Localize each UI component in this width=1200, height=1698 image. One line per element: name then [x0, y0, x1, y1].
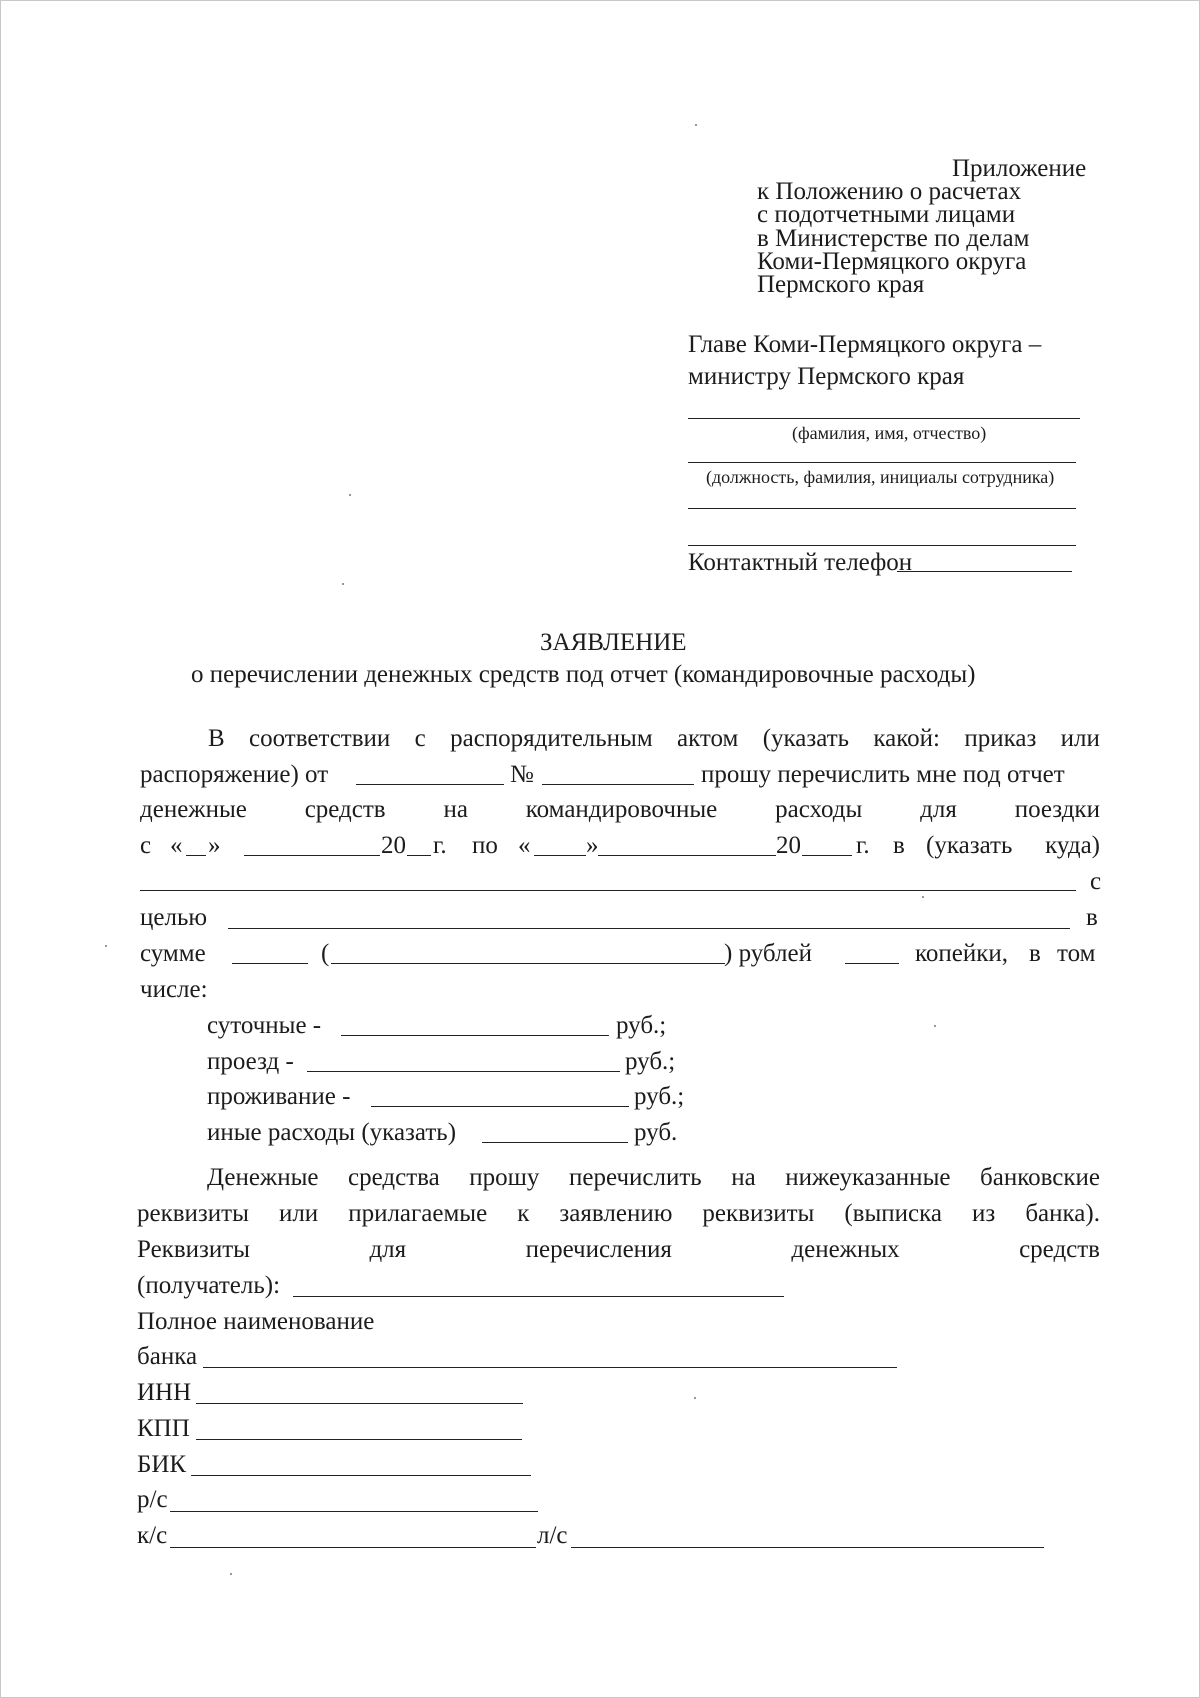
word: для: [369, 1236, 407, 1263]
addressee-line: министру Пермского края: [688, 363, 965, 390]
word: куда): [1045, 832, 1100, 859]
sum-digits-field[interactable]: [232, 963, 308, 964]
year-abbr: г.: [433, 832, 447, 859]
word: соответствии: [249, 725, 391, 752]
word: на: [731, 1164, 756, 1191]
p1-line1: [208, 726, 1100, 751]
contact-phone-line[interactable]: [897, 571, 1072, 572]
word: на: [443, 796, 468, 823]
act-number-sign: №: [510, 761, 534, 788]
document-title: ЗАЯВЛЕНИЕ: [540, 629, 687, 656]
ks-field[interactable]: [170, 1547, 536, 1548]
fio-hint: (фамилия, имя, отчество): [792, 423, 987, 443]
scan-speck: [934, 1025, 936, 1027]
kopecks-text: копейки,: [915, 940, 1009, 967]
kopecks-field[interactable]: [845, 963, 899, 964]
bank-label: банка: [137, 1343, 198, 1370]
quote-close: »: [208, 832, 221, 859]
year-abbr: г.: [856, 832, 870, 859]
date-from-day-field[interactable]: [186, 855, 206, 856]
word: В: [208, 725, 225, 752]
per-diem-field[interactable]: [341, 1035, 609, 1036]
with-word: с: [1090, 868, 1102, 895]
date-to-day-field[interactable]: [534, 855, 586, 856]
word: реквизиты: [137, 1200, 249, 1227]
kpp-label: КПП: [137, 1415, 190, 1442]
other-expenses-label: иные расходы (указать): [207, 1119, 457, 1146]
date-from-month-field[interactable]: [244, 855, 380, 856]
purpose-field[interactable]: [228, 928, 1070, 929]
word: денежных: [791, 1236, 900, 1263]
rub-unit: руб.: [634, 1119, 678, 1146]
bank-name-field[interactable]: [203, 1367, 897, 1368]
date-to-prefix: по: [472, 832, 498, 859]
word: или: [278, 1200, 319, 1227]
p2-line1: [207, 1165, 1100, 1190]
date-to-year-field[interactable]: [802, 855, 852, 856]
date-from-year: 20: [381, 832, 406, 859]
paren-open: (: [321, 940, 330, 967]
word: прошу: [469, 1164, 540, 1191]
extra-line-2[interactable]: [688, 545, 1076, 546]
word: или: [1060, 725, 1100, 752]
scan-speck: [694, 1397, 696, 1399]
word: какой:: [873, 725, 940, 752]
fio-line[interactable]: [688, 418, 1080, 419]
date-to-year: 20: [776, 832, 801, 859]
scan-speck: [230, 1573, 232, 1575]
inn-label: ИНН: [137, 1379, 192, 1406]
ls-label: л/с: [537, 1522, 568, 1549]
word: заявлению: [559, 1200, 673, 1227]
travel-label: проезд -: [207, 1048, 294, 1075]
p1-line3: [140, 797, 1100, 822]
word: денежные: [140, 796, 247, 823]
lodging-field[interactable]: [371, 1106, 629, 1107]
word: из: [972, 1200, 996, 1227]
word: (указать: [926, 832, 1013, 859]
word: Денежные: [207, 1164, 319, 1191]
lodging-label: проживание -: [207, 1083, 351, 1110]
tom-word: том: [1057, 940, 1096, 967]
rub-unit: руб.;: [625, 1048, 676, 1075]
recipient-label: (получатель):: [137, 1272, 281, 1299]
word: приказ: [964, 725, 1037, 752]
word: распорядительным: [450, 725, 653, 752]
recipient-field[interactable]: [293, 1296, 784, 1297]
appendix-line: Коми-Пермяцкого округа: [757, 248, 1027, 275]
in-word: в: [1029, 940, 1041, 967]
kpp-field[interactable]: [196, 1439, 522, 1440]
scan-speck: [922, 896, 924, 898]
word: командировочные: [525, 796, 718, 823]
contact-phone-label: Контактный телефон: [688, 549, 913, 576]
position-hint: (должность, фамилия, инициалы сотрудника): [706, 467, 1055, 487]
word: перечислить: [569, 1164, 702, 1191]
per-diem-label: суточные -: [207, 1012, 322, 1039]
ls-field[interactable]: [571, 1547, 1044, 1548]
travel-field[interactable]: [307, 1071, 620, 1072]
word: банка).: [1025, 1200, 1100, 1227]
word: средств: [304, 796, 386, 823]
sum-words-field[interactable]: [331, 963, 725, 964]
extra-line[interactable]: [688, 508, 1076, 509]
word: Реквизиты: [137, 1236, 250, 1263]
position-line[interactable]: [688, 462, 1076, 463]
document-subtitle: о перечислении денежных средств под отчет (командировочные расходы): [191, 661, 976, 688]
rs-label: р/с: [137, 1486, 168, 1513]
quote-open: «: [518, 832, 531, 859]
bik-label: БИК: [137, 1451, 187, 1478]
other-expenses-field[interactable]: [482, 1142, 628, 1143]
p2-line2: [137, 1201, 1100, 1226]
word: (указать: [762, 725, 850, 752]
inn-field[interactable]: [196, 1403, 523, 1404]
p2-line3: [137, 1237, 1100, 1262]
scan-speck: [349, 494, 351, 496]
act-number-field[interactable]: [542, 784, 694, 785]
word: актом: [677, 725, 739, 752]
in-word: в: [1086, 904, 1098, 931]
appendix-line: Пермского края: [757, 271, 925, 298]
quote-open: «: [170, 832, 183, 859]
scan-speck: [695, 124, 697, 126]
appendix-line: к Положению о расчетах: [757, 178, 1022, 205]
word: к: [517, 1200, 530, 1227]
p1-line2-b: прошу перечислить мне под отчет: [701, 761, 1065, 788]
sum-label: сумме: [140, 940, 206, 967]
word: реквизиты: [702, 1200, 815, 1227]
including-word: числе:: [140, 976, 208, 1003]
word: нижеуказанные: [785, 1164, 951, 1191]
date-from-prefix: с: [140, 832, 152, 859]
word: (выписка: [844, 1200, 942, 1227]
word: перечисления: [525, 1236, 672, 1263]
word: средств: [1019, 1236, 1100, 1263]
purpose-label: целью: [140, 904, 208, 931]
scan-speck: [342, 583, 344, 585]
destination-field[interactable]: [140, 890, 1076, 891]
where-hint: [926, 833, 1100, 858]
appendix-line: с подотчетными лицами: [757, 201, 1016, 228]
word: прилагаемые: [348, 1200, 488, 1227]
addressee-line: Главе Коми-Пермяцкого округа –: [688, 331, 1042, 358]
word: с: [414, 725, 426, 752]
in-word: в: [893, 832, 905, 859]
date-from-year-field[interactable]: [407, 855, 431, 856]
word: поездки: [1014, 796, 1100, 823]
appendix-line: в Министерстве по делам: [757, 225, 1030, 252]
bik-field[interactable]: [191, 1475, 531, 1476]
bank-full-name-label: Полное наименование: [137, 1308, 375, 1335]
rub-unit: руб.;: [634, 1083, 685, 1110]
rubles-text: ) рублей: [724, 940, 812, 967]
p1-line2-a: распоряжение) от: [140, 761, 329, 788]
appendix-title: Приложение: [952, 155, 1087, 182]
scan-speck: [105, 945, 107, 947]
word: средства: [348, 1164, 440, 1191]
quote-close: »: [586, 832, 599, 859]
rub-unit: руб.;: [616, 1012, 667, 1039]
act-date-field[interactable]: [356, 784, 504, 785]
date-to-month-field[interactable]: [598, 855, 776, 856]
word: для: [920, 796, 957, 823]
word: банковские: [980, 1164, 1100, 1191]
word: расходы: [775, 796, 863, 823]
rs-field[interactable]: [170, 1511, 538, 1512]
ks-label: к/с: [137, 1522, 168, 1549]
